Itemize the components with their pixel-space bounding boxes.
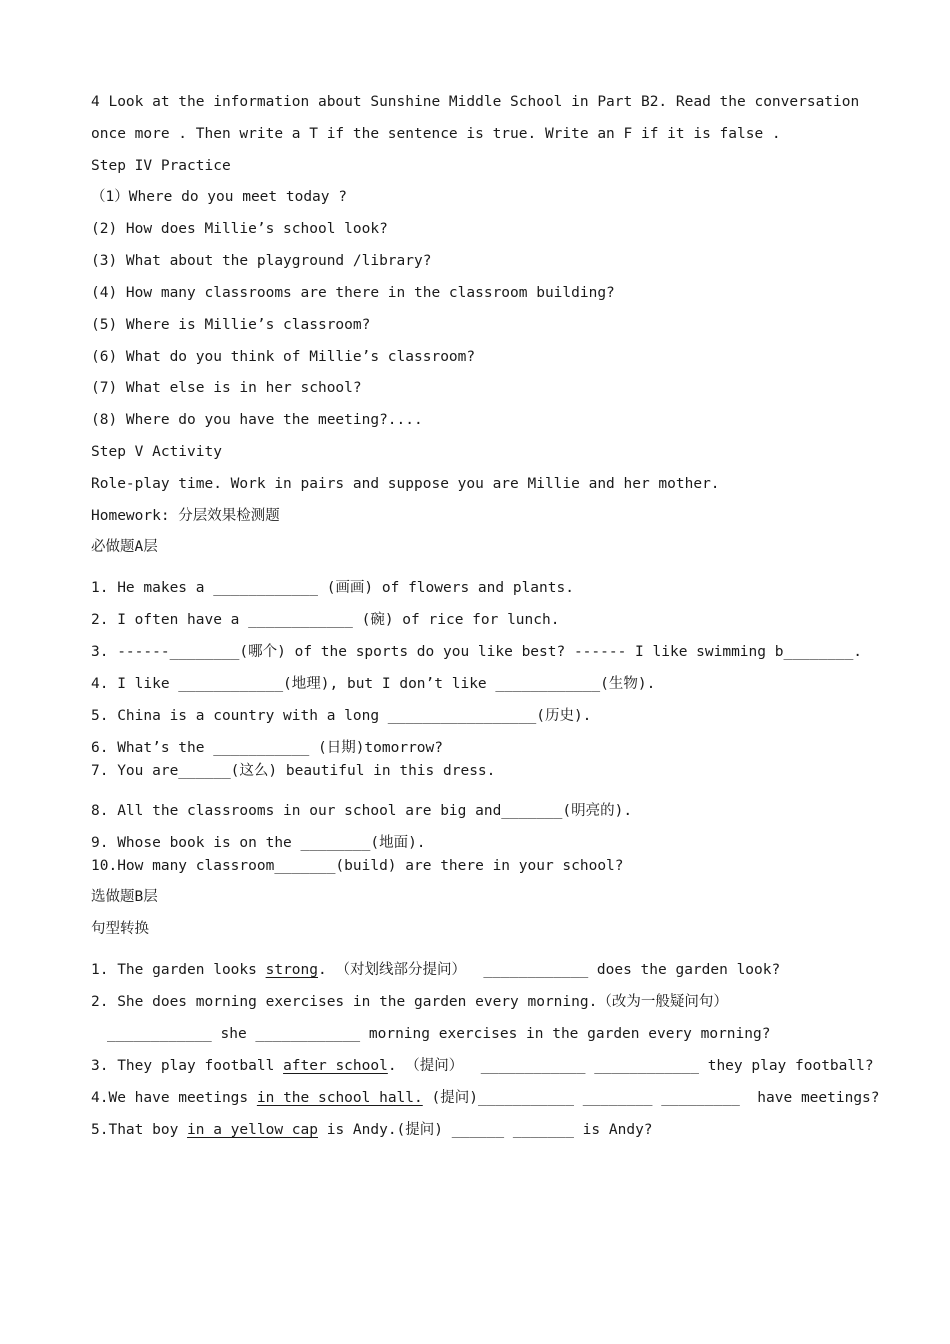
underlined-phrase: in a yellow cap [187, 1122, 318, 1138]
question-3: (3) What about the playground /library? [91, 253, 432, 269]
step4-title: Step IV Practice [91, 158, 231, 174]
exercise-a-2: 2. I often have a ____________ (碗) of rice for lunch. [91, 612, 560, 628]
question-5: (5) Where is Millie’s classroom? [91, 317, 371, 333]
underlined-phrase: in the school hall. [256, 1090, 423, 1106]
exercise-a-5: 5. China is a country with a long _________________(历史). [91, 708, 592, 724]
question-4: (4) How many classrooms are there in the classroom building? [91, 285, 615, 301]
exercise-a-9: 9. Whose book is on the ________(地面). [91, 835, 426, 851]
exercise-b-5: 5.That boy in a yellow cap is Andy.(提问) ______ _______ is Andy? [91, 1122, 653, 1138]
question-6: (6) What do you think of Millie’s classroom? [91, 349, 476, 365]
exercise-a-8: 8. All the classrooms in our school are big and_______(明亮的). [91, 803, 633, 819]
part-b-subtitle: 句型转换 [91, 921, 149, 937]
exercise-a-3: 3. ------________(哪个) of the sports do you like best? ------ I like swimming b________. [91, 644, 863, 660]
exercise-a-6: 6. What’s the ___________ (日期)tomorrow? [91, 740, 444, 756]
exercise-a-1: 1. He makes a ____________ (画画) of flowers and plants. [91, 580, 574, 596]
exercise-a-7: 7. You are______(这么) beautiful in this dress. [91, 763, 496, 779]
exercise-b-4: 4.We have meetings in the school hall. (提问)___________ ________ _________ have meetings? [91, 1090, 880, 1106]
underlined-phrase: after school [283, 1058, 388, 1074]
exercise-b-2-line-1: 2. She does morning exercises in the garden every morning.（改为一般疑问句） [91, 994, 728, 1010]
exercise-b-2-line-2: ____________ she ____________ morning exercises in the garden every morning? [107, 1026, 771, 1042]
step5-title: Step V Activity [91, 444, 222, 460]
exercise-a-10: 10.How many classroom_______(build) are there in your school? [91, 858, 624, 874]
intro-line-2: once more . Then write a T if the sentence is true. Write an F if it is false . [91, 126, 781, 142]
question-1: （1）Where do you meet today ? [91, 189, 347, 205]
part-a-title: 必做题A层 [91, 539, 158, 555]
exercise-b-1: 1. The garden looks strong. （对划线部分提问） ____________ does the garden look? [91, 962, 781, 978]
underlined-phrase: strong [265, 962, 318, 978]
question-8: (8) Where do you have the meeting?.... [91, 412, 423, 428]
question-7: (7) What else is in her school? [91, 380, 362, 396]
question-2: (2) How does Millie’s school look? [91, 221, 388, 237]
exercise-a-4: 4. I like ____________(地理), but I don’t like ____________(生物). [91, 676, 656, 692]
part-b-title: 选做题B层 [91, 889, 158, 905]
homework-heading: Homework: 分层效果检测题 [91, 508, 280, 524]
exercise-b-3: 3. They play football after school. （提问） ____________ ____________ they play football? [91, 1058, 874, 1074]
intro-line-1: 4 Look at the information about Sunshine Middle School in Part B2. Read the conversation [91, 94, 860, 110]
step5-text: Role-play time. Work in pairs and suppose you are Millie and her mother. [91, 476, 720, 492]
